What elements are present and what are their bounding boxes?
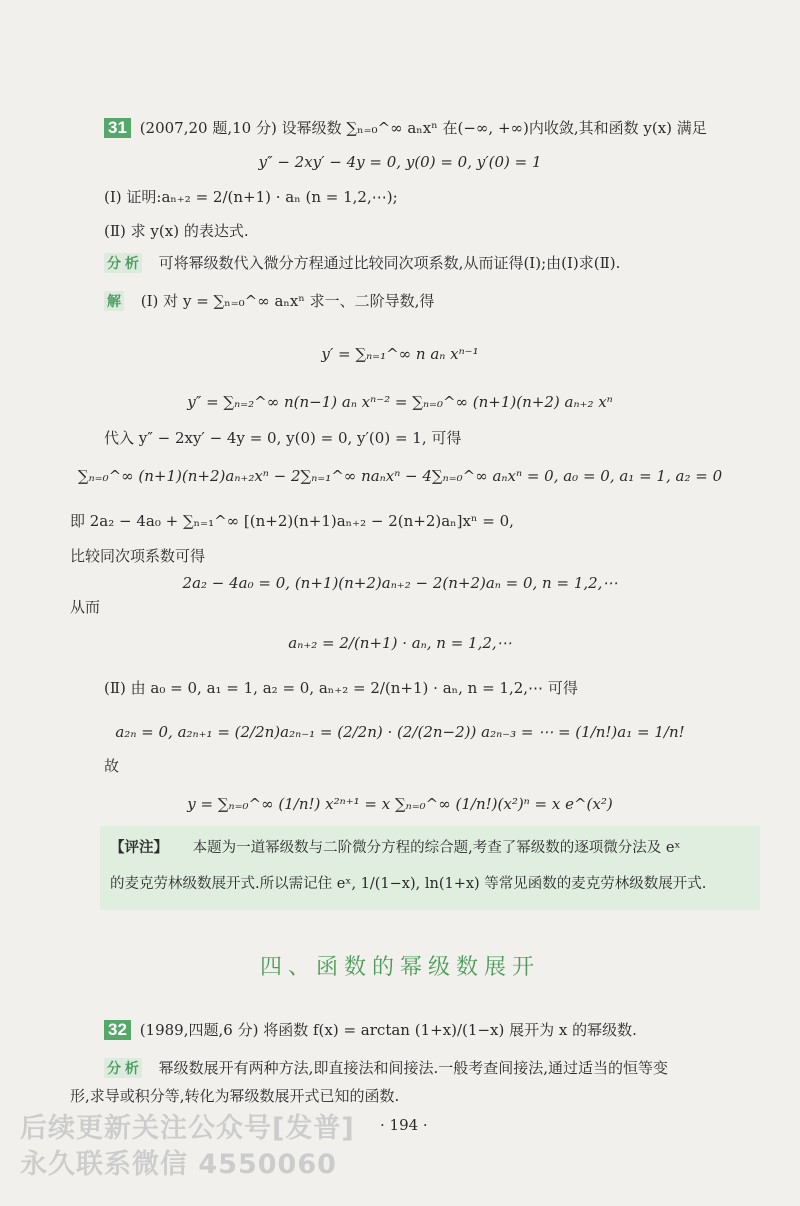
solution-line-9: 从而 <box>70 598 101 616</box>
comment-title: 【评注】 <box>110 839 168 856</box>
comment-box <box>100 826 760 910</box>
problem-31-header <box>104 118 707 138</box>
analysis-32-line-2: 形,求导或积分等,转化为幂级数展开式已知的函数. <box>70 1087 400 1105</box>
solution-line-13: 故 <box>104 757 120 775</box>
solution-line-7: 比较同次项系数可得 <box>70 547 206 565</box>
equation-coefficients: 2a₂ − 4a₀ = 0, (n+1)(n+2)aₙ₊₂ − 2(n+2)aₙ = 0, n = 1,2,⋯ <box>182 574 618 592</box>
equation-first-derivative: y′ = ∑ₙ₌₁^∞ n aₙ xⁿ⁻¹ <box>321 345 479 363</box>
problem-number-badge: 31 <box>104 118 131 138</box>
comment-line-1 <box>110 838 681 858</box>
equation-second-derivative: y″ = ∑ₙ₌₂^∞ n(n−1) aₙ xⁿ⁻² = ∑ₙ₌₀^∞ (n+1)(n+2) aₙ₊₂ xⁿ <box>187 393 613 411</box>
problem-part-1: (Ⅰ) 证明:aₙ₊₂ = 2/(n+1) · aₙ (n = 1,2,⋯); <box>104 188 398 206</box>
problem-source: (2007,20 题,10 分) <box>139 119 277 137</box>
equation-coefficient-formula: a₂ₙ = 0, a₂ₙ₊₁ = (2/2n)a₂ₙ₋₁ = (2/2n) · (2/(2n−2)) a₂ₙ₋₃ = ⋯ = (1/n!)a₁ = 1/n! <box>115 723 685 741</box>
comment-text-1: 本题为一道幂级数与二阶微分方程的综合题,考查了幂级数的逐项微分法及 eˣ <box>192 840 681 856</box>
equation-final: y = ∑ₙ₌₀^∞ (1/n!) x²ⁿ⁺¹ = x ∑ₙ₌₀^∞ (1/n!)(x²)ⁿ = x e^(x²) <box>187 795 613 813</box>
problem-text: 将函数 f(x) = arctan (1+x)/(1−x) 展开为 x 的幂级数. <box>263 1021 637 1039</box>
analysis-tag: 分 析 <box>104 1058 142 1078</box>
problem-number-badge: 32 <box>104 1020 131 1040</box>
solution-line-11: (Ⅱ) 由 a₀ = 0, a₁ = 1, a₂ = 0, aₙ₊₂ = 2/(n+1) · aₙ, n = 1,2,⋯ 可得 <box>104 679 578 697</box>
problem-source: (1989,四题,6 分) <box>139 1021 259 1039</box>
section-title: 四、函数的幂级数展开 <box>259 955 540 980</box>
analysis-tag: 分 析 <box>104 253 142 273</box>
analysis-text-1: 幂级数展开有两种方法,即直接法和间接法.一般考查间接法,通过适当的恒等变 <box>158 1059 668 1077</box>
analysis-31 <box>104 253 620 273</box>
solution-line-6: 即 2a₂ − 4a₀ + ∑ₙ₌₁^∞ [(n+2)(n+1)aₙ₊₂ − 2(n+2)aₙ]xⁿ = 0, <box>70 512 514 530</box>
analysis-32-line-1 <box>104 1058 668 1078</box>
watermark-line-1: 后续更新关注公众号[发普] <box>20 1113 355 1144</box>
page-number: · 194 · <box>380 1116 428 1134</box>
solution-line-4: 代入 y″ − 2xy′ − 4y = 0, y(0) = 0, y′(0) = 1, 可得 <box>104 429 462 447</box>
problem-stem: 设幂级数 ∑ₙ₌₀^∞ aₙxⁿ 在(−∞, +∞)内收敛,其和函数 y(x) 满足 <box>281 119 707 137</box>
problem-condition: y″ − 2xy′ − 4y = 0, y(0) = 0, y′(0) = 1 <box>258 153 542 171</box>
solution-tag: 解 <box>104 291 124 311</box>
equation-substituted: ∑ₙ₌₀^∞ (n+1)(n+2)aₙ₊₂xⁿ − 2∑ₙ₌₁^∞ naₙxⁿ − 4∑ₙ₌₀^∞ aₙxⁿ = 0, a₀ = 0, a₁ = 1, a₂ = 0 <box>77 467 723 485</box>
watermark-line-2: 永久联系微信 4550060 <box>20 1149 337 1180</box>
problem-32-header <box>104 1020 637 1040</box>
comment-line-2: 的麦克劳林级数展开式.所以需记住 eˣ, 1/(1−x), ln(1+x) 等常见函数的麦克劳林级数展开式. <box>110 876 707 892</box>
equation-recurrence: aₙ₊₂ = 2/(n+1) · aₙ, n = 1,2,⋯ <box>288 634 512 652</box>
analysis-text: 可将幂级数代入微分方程通过比较同次项系数,从而证得(Ⅰ);由(Ⅰ)求(Ⅱ). <box>158 254 621 272</box>
solution-text-1: (Ⅰ) 对 y = ∑ₙ₌₀^∞ aₙxⁿ 求一、二阶导数,得 <box>140 292 435 310</box>
solution-line-1 <box>104 291 434 311</box>
problem-part-2: (Ⅱ) 求 y(x) 的表达式. <box>104 222 249 240</box>
